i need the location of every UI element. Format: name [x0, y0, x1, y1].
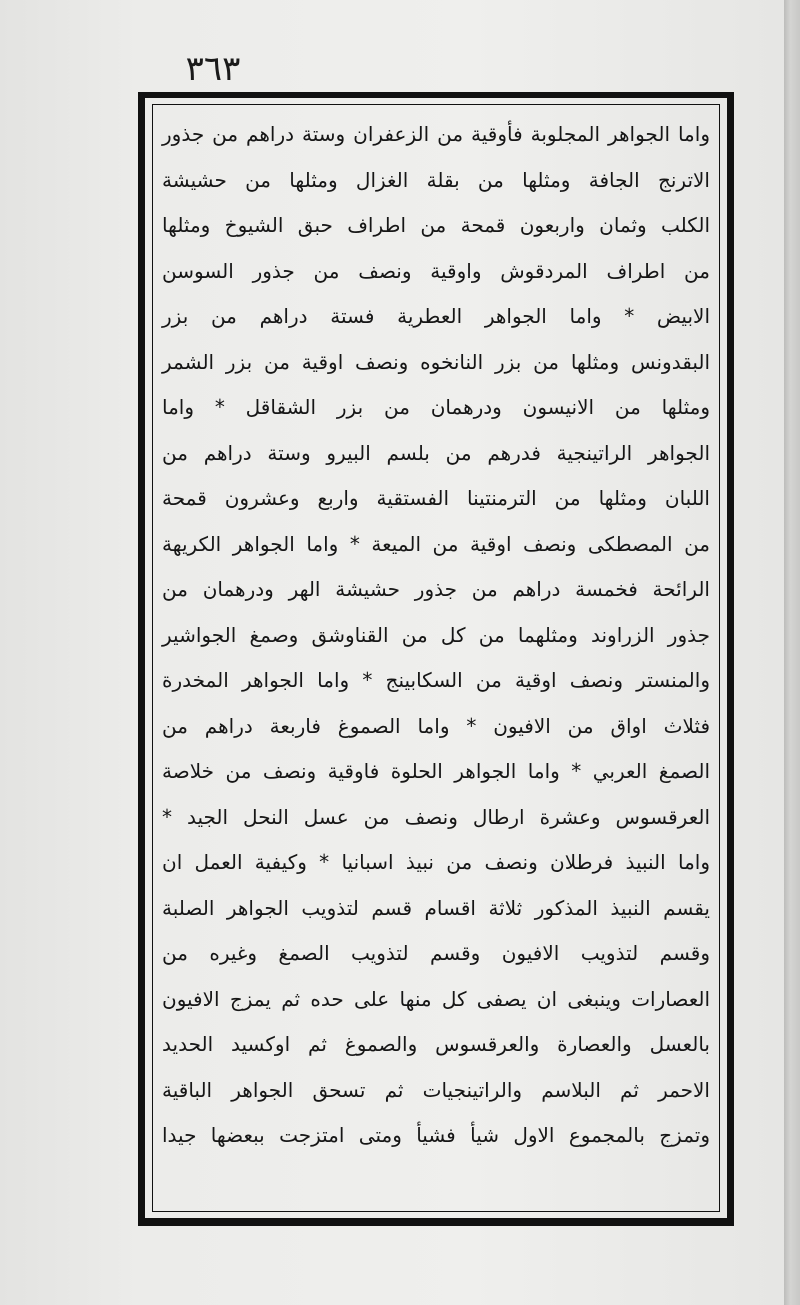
text-line-1: واما الجواهر المجلوبة فأوقية من الزعفران وستة دراهم من جذور — [162, 122, 710, 146]
text-line-9: اللبان ومثلها من الترمنتينا الفستقية واربع وعشرون قمحة — [162, 486, 710, 510]
text-line-17: واما النبيذ فرطلان ونصف من نبيذ اسبانيا * وكيفية العمل ان — [162, 850, 710, 874]
text-line-16: العرقسوس وعشرة ارطال ونصف من عسل النحل الجيد * — [162, 804, 710, 829]
text-line-11: الرائحة فخمسة دراهم من جذور حشيشة الهر ودرهمان من — [162, 577, 710, 601]
text-line-10: من المصطكى ونصف اوقية من الميعة * واما الجواهر الكريهة — [162, 531, 710, 556]
text-line-5: الابيض * واما الجواهر العطرية فستة دراهم من بزر — [162, 304, 710, 328]
text-line-22: الاحمر ثم البلاسم والراتينجيات ثم تسحق الجواهر الباقية — [162, 1077, 710, 1102]
text-line-18: يقسم النبيذ المذكور ثلاثة اقسام قسم لتذويب الجواهر الصلبة — [162, 895, 710, 920]
text-line-4: من اطراف المردقوش واوقية ونصف من جذور السوسن — [162, 258, 710, 283]
text-line-12: جذور الزراوند ومثلهما من كل من القناوشق وصمغ الجواشير — [162, 622, 710, 647]
text-line-15: الصمغ العربي * واما الجواهر الحلوة فاوقية ونصف من خلاصة — [162, 759, 710, 783]
text-line-23: وتمزج بالمجموع الاول شيأ فشيأ ومتى امتزجت ببعضها جيدا — [162, 1123, 710, 1147]
text-line-6: البقدونس ومثلها من بزر النانخوه ونصف اوقية من بزر الشمر — [162, 349, 710, 374]
text-line-20: العصارات وينبغى ان يصفى كل منها على حده ثم يمزج الافيون — [162, 986, 710, 1011]
text-line-13: والمنستر ونصف اوقية من السكابينج * واما الجواهر المخدرة — [162, 668, 710, 692]
arabic-text-block — [158, 112, 714, 1204]
text-line-14: فثلاث اواق من الافيون * واما الصموغ فاربعة دراهم من — [162, 713, 710, 738]
text-line-21: بالعسل والعصارة والعرقسوس والصموغ ثم اوكسيد الحديد — [162, 1032, 710, 1056]
page-number: ٣٦٣ — [185, 49, 241, 89]
text-line-2: الاترنج الجافة ومثلها من بقلة الغزال ومثلها من حشيشة — [162, 167, 710, 192]
text-line-19: وقسم لتذويب الافيون وقسم لتذويب الصمغ وغيره من — [162, 941, 710, 965]
page-gutter-edge — [784, 0, 800, 1305]
text-line-3: الكلب وثمان واربعون قمحة من اطراف حبق الشيوخ ومثلها — [162, 213, 710, 237]
text-line-7: ومثلها من الانيسون ودرهمان من بزر الشقاقل * واما — [162, 395, 710, 419]
text-line-8: الجواهر الراتينجية فدرهم من بلسم البيرو وستة دراهم من — [162, 440, 710, 465]
